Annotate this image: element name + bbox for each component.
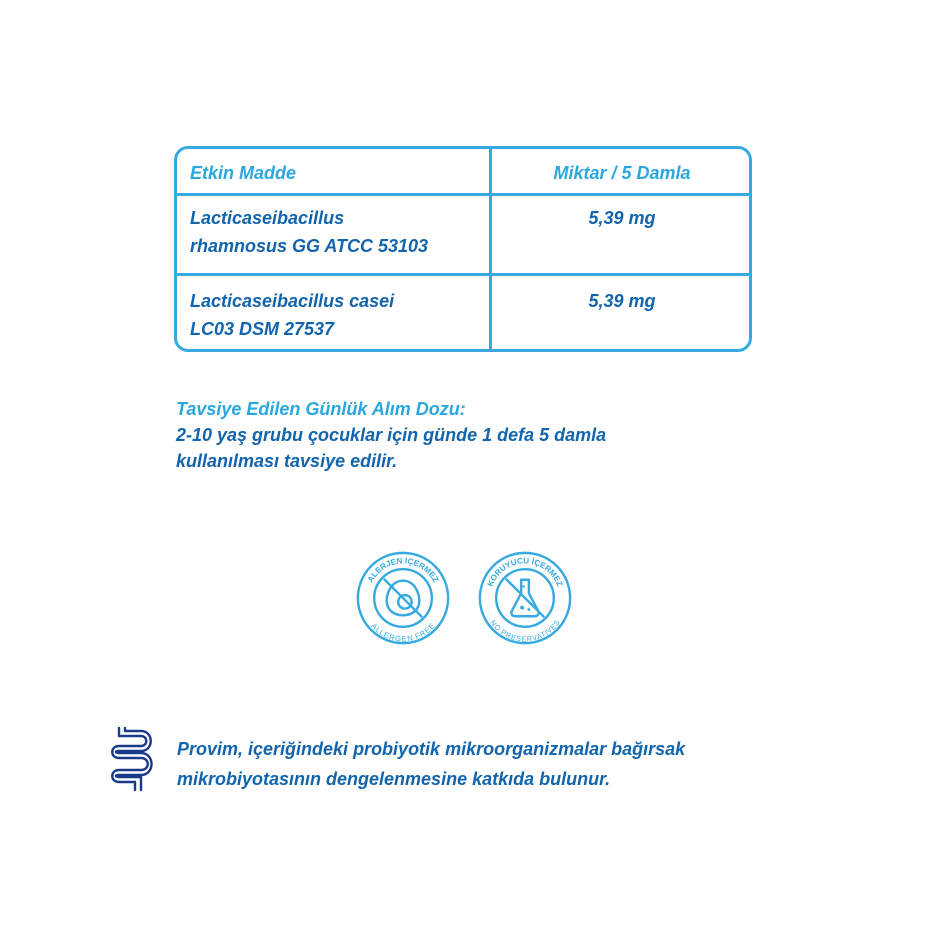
ingredient-name-line2: LC03 DSM 27537	[190, 319, 335, 339]
table-row-divider	[177, 273, 749, 276]
table-row	[190, 204, 428, 260]
dose-line1: 2-10 yaş grubu çocuklar için günde 1 defa 5 damla	[176, 425, 607, 445]
header-active-ingredient: Etkin Madde	[190, 163, 297, 183]
table-header-divider	[177, 193, 749, 196]
table-row	[190, 287, 394, 343]
svg-text:ALERJEN İÇERMEZ: ALERJEN İÇERMEZ	[365, 556, 441, 584]
ingredient-name-line1: Lacticaseibacillus casei	[190, 291, 395, 311]
benefit-text	[177, 734, 877, 794]
intestine-icon	[105, 726, 155, 792]
svg-text:NO PRESERVATIVES: NO PRESERVATIVES	[488, 618, 562, 644]
egg-crossed-icon	[384, 579, 422, 617]
svg-text:KORUYUCU İÇERMEZ: KORUYUCU İÇERMEZ	[485, 556, 565, 588]
flask-crossed-icon	[506, 579, 544, 617]
ingredient-name-line1: Lacticaseibacillus	[190, 208, 345, 228]
benefit-line1: Provim, içeriğindeki probiyotik mikroorganizmalar bağırsak	[177, 739, 686, 759]
ingredient-table	[174, 146, 752, 352]
svg-text:ALLERGEN FREE: ALLERGEN FREE	[369, 621, 437, 644]
dose-line2: kullanılması tavsiye edilir.	[176, 451, 398, 471]
benefit-line2: mikrobiyotasının dengelenmesine katkıda bulunur.	[177, 769, 611, 789]
ingredient-name-line2: rhamnosus GG ATCC 53103	[190, 236, 429, 256]
amount-value: 5,39 mg	[588, 208, 656, 228]
daily-dose	[176, 396, 606, 474]
allergen-free-badge	[355, 550, 451, 646]
amount-value: 5,39 mg	[588, 291, 656, 311]
dose-title: Tavsiye Edilen Günlük Alım Dozu:	[176, 399, 466, 419]
header-amount: Miktar / 5 Damla	[553, 163, 691, 183]
no-preservatives-badge	[477, 550, 573, 646]
